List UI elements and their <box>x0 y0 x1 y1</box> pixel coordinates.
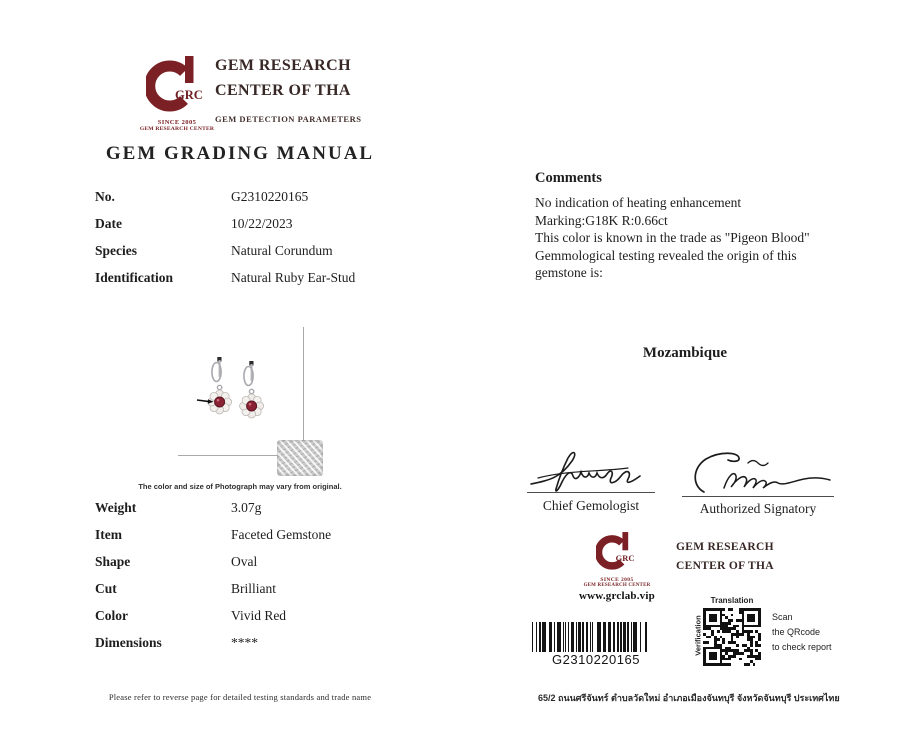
footer-org-line1: GEM RESEARCH <box>676 541 774 553</box>
field-value: Natural Corundum <box>231 243 333 258</box>
field-label: Cut <box>95 581 117 596</box>
comment-line: No indication of heating enhancement <box>535 195 742 210</box>
qr-caption-line: to check report <box>772 642 832 652</box>
table-row <box>95 608 286 624</box>
field-label: Species <box>95 243 137 258</box>
photo-caption: The color and size of Photograph may vary from original. <box>138 482 342 491</box>
field-label: Shape <box>95 554 131 569</box>
field-label: No. <box>95 189 115 204</box>
comment-line: This color is known in the trade as "Pigeon Blood" <box>535 230 810 246</box>
lab-address: 65/2 ถนนศรีจันทร์ ตำบลวัดใหม่ อำเภอเมืองจันทบุรี จังหวัดจันทบุรี ประเทศไทย <box>538 693 840 703</box>
barcode-value: G2310220165 <box>552 652 640 667</box>
signature-rule <box>527 492 655 493</box>
table-row <box>95 270 355 286</box>
field-label: Date <box>95 216 122 231</box>
table-row <box>95 635 258 651</box>
table-row <box>95 581 276 597</box>
comment-line: Marking:G18K R:0.66ct <box>535 212 668 228</box>
field-label: Color <box>95 608 128 623</box>
field-value: Brilliant <box>231 581 276 596</box>
reverse-page-note: Please refer to reverse page for detailed testing standards and trade name <box>108 692 372 702</box>
comment-line: Gemmological testing revealed the origin of this <box>535 247 797 263</box>
field-value: G2310220165 <box>231 189 309 204</box>
header-org-block <box>215 58 361 124</box>
table-row <box>95 500 261 516</box>
field-value: 3.07g <box>231 500 262 515</box>
header-subtitle: GEM DETECTION PARAMETERS <box>215 114 362 124</box>
field-label: Item <box>95 527 122 542</box>
logo-org-label: GEM RESEARCH CENTER <box>139 126 215 132</box>
comments-heading: Comments <box>535 170 602 186</box>
table-row <box>95 216 293 232</box>
field-value: Oval <box>231 554 258 569</box>
photo-frame-vline <box>303 327 304 443</box>
field-value: Faceted Gemstone <box>231 527 332 542</box>
logo-since-label: SINCE 2005 <box>600 577 634 583</box>
logo-org-label: GEM RESEARCH CENTER <box>583 583 651 588</box>
signature-title: Chief Gemologist <box>542 498 640 513</box>
field-value: Vivid Red <box>231 608 287 623</box>
authorized-signatory-signature <box>682 450 834 498</box>
svg-text:GRC: GRC <box>615 553 635 564</box>
qr-translation-label: Translation <box>710 596 754 605</box>
chief-gemologist-signature <box>528 448 656 494</box>
grc-logo-mark <box>146 55 208 113</box>
header-org-line1: GEM RESEARCH <box>215 57 351 74</box>
signature-title: Authorized Signatory <box>699 501 817 516</box>
barcode-bars <box>532 622 660 652</box>
field-label: Dimensions <box>95 635 162 650</box>
footer-org-line2: CENTER OF THA <box>676 559 774 572</box>
svg-text:GRC: GRC <box>175 88 203 102</box>
origin-value: Mozambique <box>642 345 728 361</box>
qr-caption-line: Scan <box>772 612 793 622</box>
table-row <box>95 243 333 259</box>
photo-frame-hline <box>178 455 278 456</box>
field-value: Natural Ruby Ear-Stud <box>231 270 356 285</box>
qr-verification-label: Verification <box>693 615 703 656</box>
field-value: 10/22/2023 <box>231 216 293 231</box>
field-value: **** <box>231 635 258 650</box>
footer-org-block <box>676 542 774 572</box>
field-label: Weight <box>95 500 137 515</box>
website-url: www.grclab.vip <box>579 590 655 602</box>
logo-since-label: SINCE 2005 <box>157 119 197 126</box>
table-row <box>95 527 331 543</box>
grc-logo-mark <box>596 531 638 571</box>
field-label: Identification <box>95 270 174 285</box>
grc-logo-small <box>572 531 662 602</box>
barcode <box>532 622 660 652</box>
document-title: GEM GRADING MANUAL <box>105 143 375 164</box>
qr-code <box>703 608 761 666</box>
comment-line: gemstone is: <box>535 265 603 281</box>
comments-body <box>535 194 810 282</box>
table-row <box>95 189 308 205</box>
qr-caption <box>772 610 832 655</box>
earrings-photo <box>196 352 272 432</box>
header-org-line2: CENTER OF THA <box>215 82 351 99</box>
signature-rule <box>682 496 834 497</box>
table-row <box>95 554 257 570</box>
scale-chip <box>277 440 323 476</box>
qr-caption-line: the QRcode <box>772 627 821 637</box>
grc-logo <box>132 55 222 132</box>
